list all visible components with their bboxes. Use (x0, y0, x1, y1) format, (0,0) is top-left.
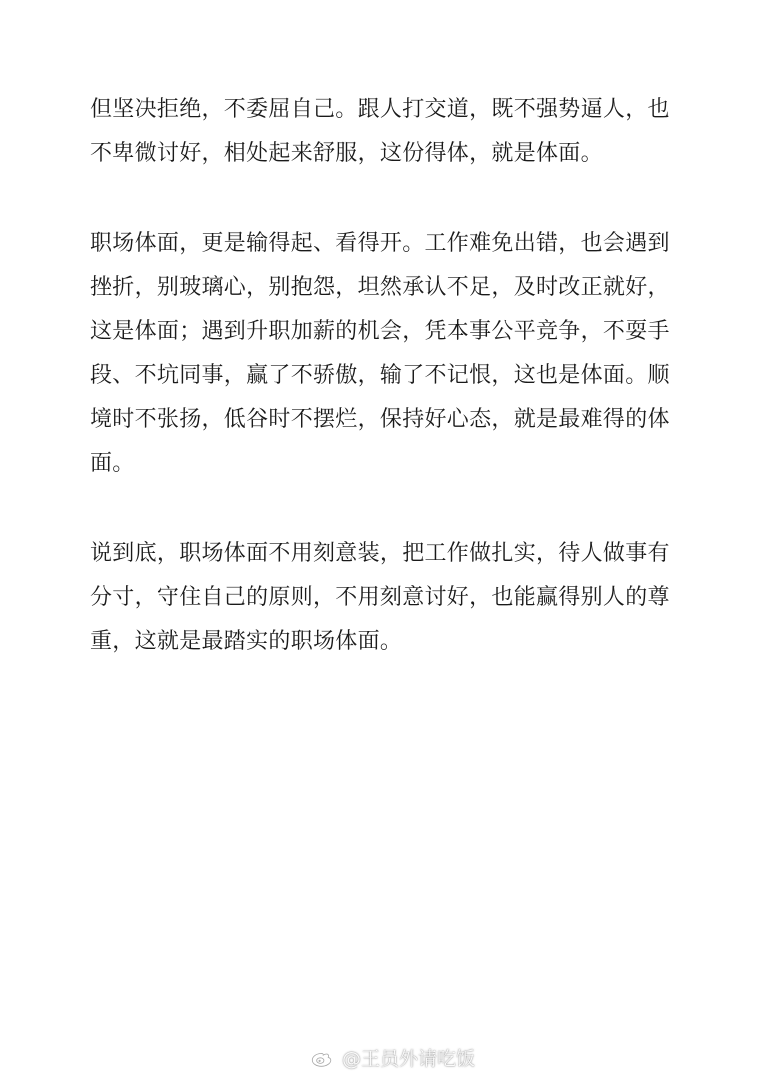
article-body (90, 88, 690, 710)
text-line: 分寸，守住自己的原则，不用刻意讨好，也能赢得别人的尊 (90, 585, 670, 610)
text-line: 说到底，职场体面不用刻意装，把工作做扎实，待人做事有 (90, 541, 670, 566)
paragraph-1 (90, 88, 690, 176)
watermark (310, 1044, 475, 1070)
paragraph-3 (90, 532, 690, 664)
paragraph-2 (90, 222, 690, 486)
text-line: 这是体面；遇到升职加薪的机会，凭本事公平竞争，不耍手 (90, 319, 670, 344)
weibo-icon (310, 1046, 336, 1068)
text-line: 境时不张扬，低谷时不摆烂，保持好心态，就是最难得的体 (90, 407, 670, 432)
text-line: 不卑微讨好，相处起来舒服，这份得体，就是体面。 (90, 141, 603, 166)
text-line: 职场体面，更是输得起、看得开。工作难免出错，也会遇到 (90, 231, 670, 256)
watermark-text: @王员外请吃饭 (342, 1047, 476, 1070)
text-line: 重，这就是最踏实的职场体面。 (90, 629, 403, 654)
text-line: 面。 (90, 451, 135, 476)
text-line: 挫折，别玻璃心，别抱怨，坦然承认不足，及时改正就好， (90, 275, 670, 300)
text-line: 但坚决拒绝，不委屈自己。跟人打交道，既不强势逼人，也 (90, 97, 670, 122)
text-line: 段、不坑同事，赢了不骄傲，输了不记恨，这也是体面。顺 (90, 363, 670, 388)
